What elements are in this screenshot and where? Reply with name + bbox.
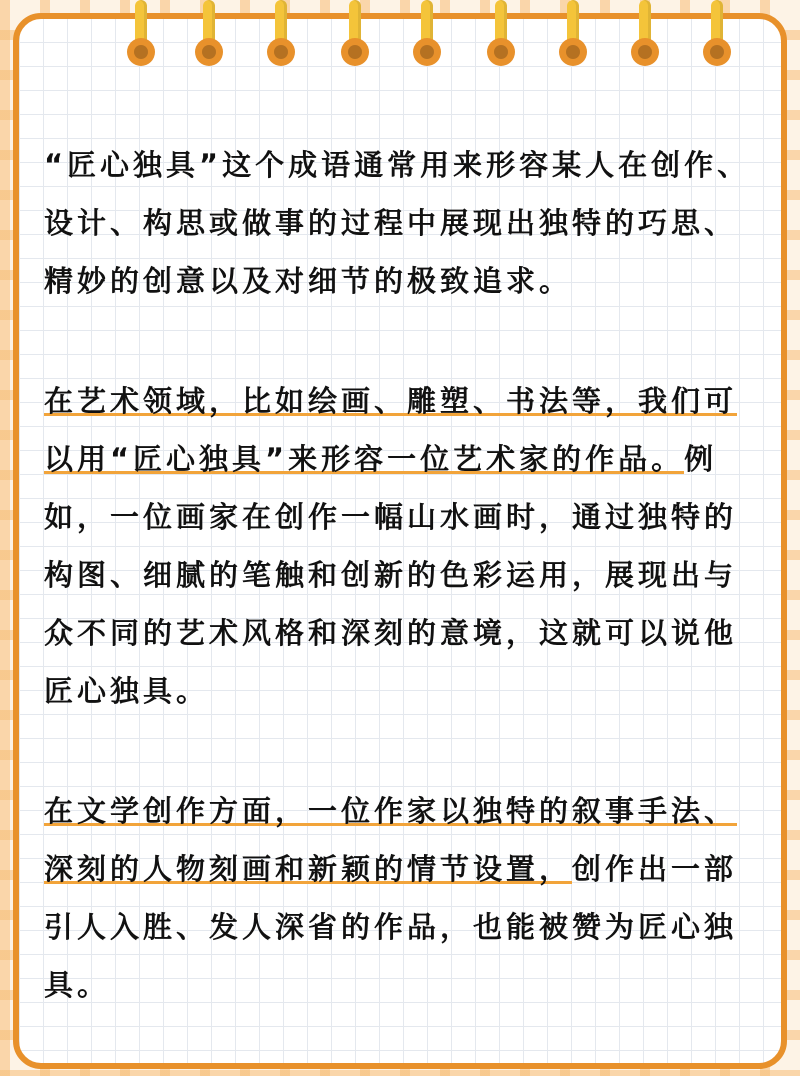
article-body (44, 136, 760, 1076)
binder-rings (0, 0, 800, 80)
highlighted-text: 在艺术领域，比如绘画、雕塑、书法等，我们可以用“匠心独具”来形容一位艺术家的作品。 (44, 384, 738, 476)
binder-ring (556, 0, 590, 72)
binder-ring (338, 0, 372, 72)
paragraph-intro (44, 136, 760, 310)
paragraph-text: 创作出一部引人入胜、发人深省的作品，也能被赞为匠心独具。 (44, 852, 738, 1002)
paragraph-text: 例如，一位画家在创作一幅山水画时，通过独特的构图、细腻的笔触和创新的色彩运用，展现出与众不同的艺术风格和深刻的意境，这就可以说他匠心独具。 (44, 442, 738, 708)
binder-ring (700, 0, 734, 72)
binder-ring (628, 0, 662, 72)
paragraph-text: “匠心独具”这个成语通常用来形容某人在创作、设计、构思或做事的过程中展现出独特的巧思、精妙的创意以及对细节的极致追求。 (44, 148, 751, 298)
binder-ring (484, 0, 518, 72)
highlighted-text: 在文学创作方面，一位作家以独特的叙事手法、深刻的人物刻画和新颖的情节设置， (44, 794, 738, 886)
binder-ring (410, 0, 444, 72)
binder-ring (264, 0, 298, 72)
paragraph-art (44, 372, 760, 720)
binder-ring (124, 0, 158, 72)
binder-ring (192, 0, 226, 72)
paragraph-literature (44, 782, 760, 1014)
